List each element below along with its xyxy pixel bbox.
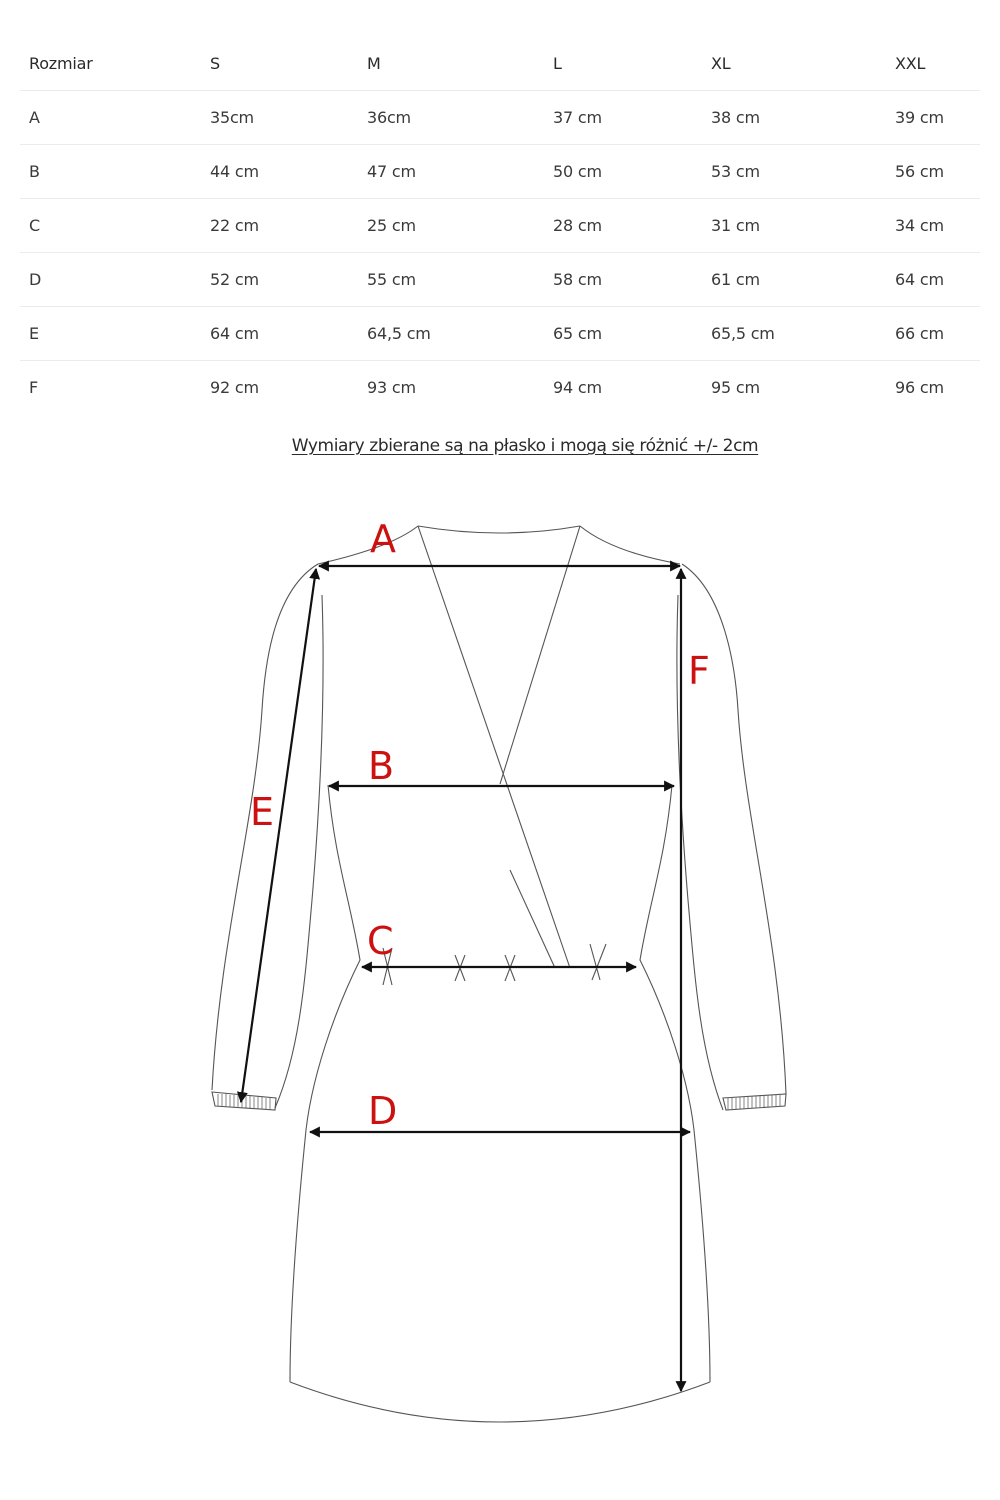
wrap-line-right (500, 526, 580, 784)
table-cell: 92 cm (210, 378, 259, 397)
table-cell: 52 cm (201, 253, 358, 307)
right-body-side (640, 785, 710, 1382)
left-sleeve-inner (275, 595, 323, 1108)
table-cell: 95 cm (711, 378, 760, 397)
wrap-tie (510, 870, 555, 968)
measure-line-e (241, 569, 316, 1102)
header-xxl: XXL (886, 37, 980, 91)
row-label: C (20, 199, 201, 253)
table-cell: 37 cm (544, 91, 702, 145)
table-cell: 22 cm (201, 199, 358, 253)
label-a: A (370, 517, 396, 561)
row-label: B (20, 145, 201, 199)
wrap-line-left (418, 526, 570, 968)
table-cell: 53 cm (702, 145, 886, 199)
header-l: L (544, 37, 702, 91)
table-cell: 65 cm (544, 307, 702, 361)
waist-stitch-4 (590, 944, 606, 980)
table-cell: 39 cm (886, 91, 980, 145)
right-sleeve-outer (682, 564, 786, 1094)
table-cell: 61 cm (702, 253, 886, 307)
table-cell: 64 cm (201, 307, 358, 361)
table-cell: 34 cm (886, 199, 980, 253)
cuff-ribbing (218, 1094, 780, 1110)
header-xl: XL (702, 37, 886, 91)
measurement-lines (241, 566, 690, 1391)
table-header-row (20, 37, 980, 91)
neckline (418, 526, 580, 533)
table-cell: 50 cm (544, 145, 702, 199)
table-cell: 38 cm (702, 91, 886, 145)
measurement-note: Wymiary zbierane są na płasko i mogą się różnić +/- 2cm (291, 436, 759, 456)
table-cell: 66 cm (886, 307, 980, 361)
table-row (20, 361, 980, 415)
left-body-side (290, 785, 360, 1382)
table-cell: 58 cm (544, 253, 702, 307)
table-row (20, 253, 980, 307)
row-label: A (20, 91, 201, 145)
right-cuff (723, 1094, 786, 1110)
header-m: M (358, 37, 544, 91)
table-cell: 96 cm (895, 378, 944, 397)
table-cell: 64 cm (886, 253, 980, 307)
table-cell: 56 cm (886, 145, 980, 199)
table-cell: 55 cm (358, 253, 544, 307)
row-label: E (20, 307, 201, 361)
label-c: C (367, 919, 394, 963)
row-label: F (29, 378, 39, 397)
table-row (20, 307, 980, 361)
header-rozmiar: Rozmiar (20, 37, 201, 91)
size-table (20, 37, 980, 414)
table-row (20, 145, 980, 199)
label-f: F (688, 649, 710, 693)
table-cell: 94 cm (553, 378, 602, 397)
label-e: E (250, 790, 275, 834)
header-s: S (201, 37, 358, 91)
row-label: D (20, 253, 201, 307)
table-cell: 44 cm (201, 145, 358, 199)
left-shoulder (318, 526, 418, 564)
dress-measurement-diagram (0, 480, 1000, 1480)
table-row (20, 199, 980, 253)
table-cell: 35cm (201, 91, 358, 145)
right-shoulder (580, 526, 680, 564)
table-cell: 65,5 cm (702, 307, 886, 361)
table-cell: 25 cm (358, 199, 544, 253)
table-cell: 31 cm (702, 199, 886, 253)
label-d: D (368, 1089, 398, 1133)
table-cell: 47 cm (358, 145, 544, 199)
measurement-labels (250, 517, 710, 1133)
table-cell: 36cm (358, 91, 544, 145)
table-row (20, 91, 980, 145)
hem (290, 1382, 710, 1422)
label-b: B (368, 744, 395, 788)
table-cell: 93 cm (367, 378, 416, 397)
table-cell: 28 cm (544, 199, 702, 253)
table-cell: 64,5 cm (358, 307, 544, 361)
